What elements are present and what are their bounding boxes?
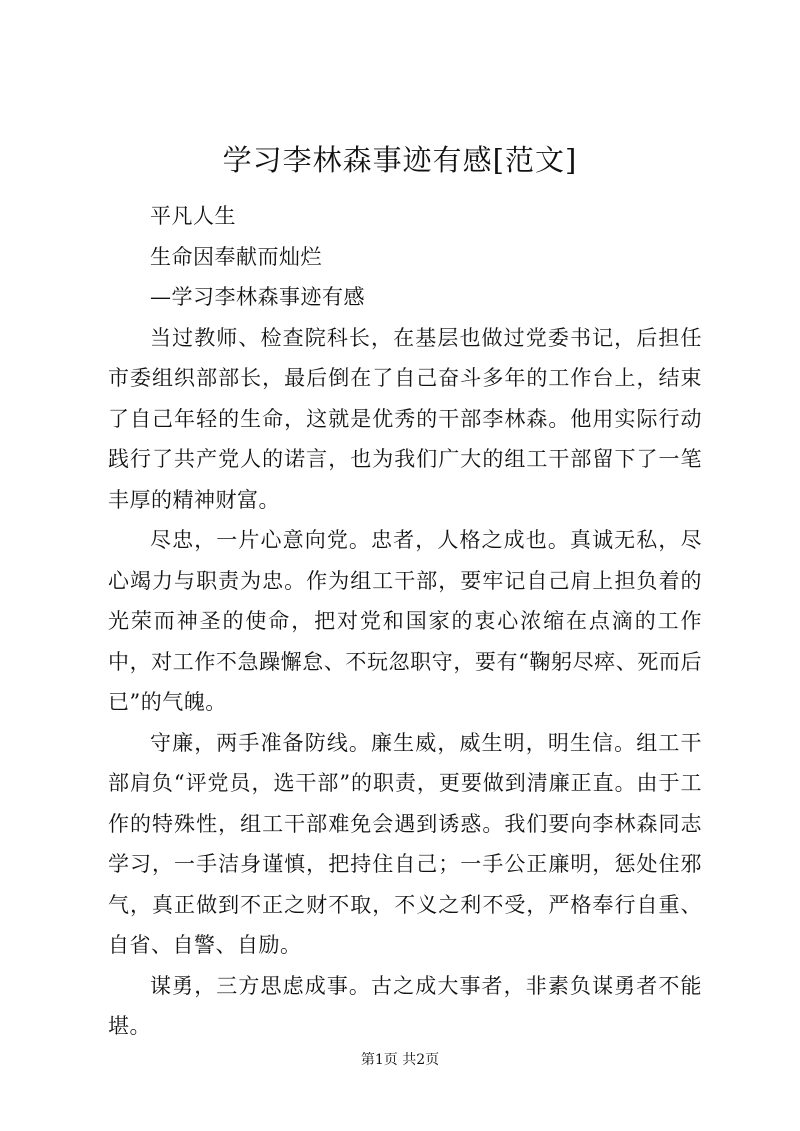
body-paragraph: 谋勇，三方思虑成事。古之成大事者，非素负谋勇者不能堪。 — [108, 973, 702, 1038]
subtitle-line: —学习李林森事迹有感 — [150, 285, 365, 309]
subtitle-line: 生命因奉献而灿烂 — [150, 244, 322, 269]
page-footer: 第1页 共2页 — [360, 1052, 440, 1068]
subtitle-line: 平凡人生 — [150, 204, 236, 228]
body-paragraph: 守廉，两手准备防线。廉生威，威生明，明生信。组工干部肩负“评党员，选干部”的职责，更要做到清廉正直。由于工作的特殊性，组工干部难免会遇到诱惑。我们要向李林森同志学习，一手洁身谨慎，把持住自己；一手公正廉明，惩处住邪气，真正做到不正之财不取，不义之利不受，严格奉行自重、自省、自警、自励。 — [108, 730, 702, 957]
body-paragraph: 尽忠，一片心意向党。忠者，人格之成也。真诚无私，尽心竭力与职责为忠。作为组工干部，要牢记自己肩上担负着的光荣而神圣的使命，把对党和国家的衷心浓缩在点滴的工作中，对工作不急躁懈怠、不玩忽职守，要有“鞠躬尽瘁、死而后已”的气魄。 — [108, 528, 702, 714]
document-body — [108, 196, 702, 1047]
body-paragraph: 当过教师、检查院科长，在基层也做过党委书记，后担任市委组织部部长，最后倒在了自己奋斗多年的工作台上，结束了自己年轻的生命，这就是优秀的干部李林森。他用实际行动践行了共产党人的诺言，也为我们广大的组工干部留下了一笔丰厚的精神财富。 — [108, 325, 702, 512]
document-title: 学习李林森事迹有感[范文] — [222, 143, 578, 177]
